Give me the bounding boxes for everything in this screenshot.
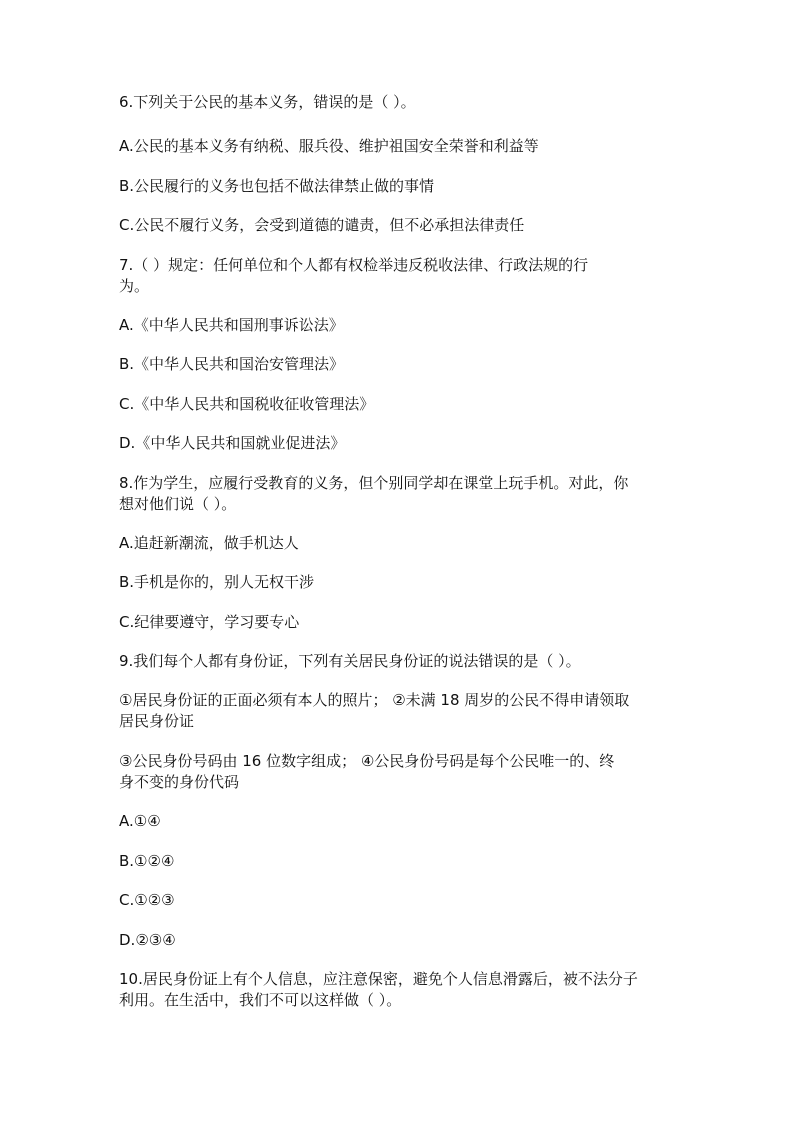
question-7-option-b: B.《中华人民共和国治安管理法》 — [119, 355, 345, 373]
question-7-stem-line-1: 7.（ ）规定：任何单位和个人都有权检举违反税收法律、行政法规的行 — [119, 256, 589, 274]
question-9-option-b: B.①②④ — [119, 852, 175, 870]
question-7-stem-line-2: 为。 — [119, 277, 150, 295]
question-7-option-c: C.《中华人民共和国税收征收管理法》 — [119, 395, 375, 413]
question-6-option-a: A.公民的基本义务有纳税、服兵役、维护祖国安全荣誉和利益等 — [119, 137, 539, 155]
question-9-statement-2-line-1: ③公民身份号码由 16 位数字组成； ④公民身份号码是每个公民唯一的、终 — [119, 752, 615, 770]
question-8-stem-line-2: 想对他们说（ ）。 — [119, 495, 237, 513]
question-7-option-a: A.《中华人民共和国刑事诉讼法》 — [119, 316, 344, 334]
question-9-statement-2-line-2: 身不变的身份代码 — [119, 773, 240, 791]
question-10-stem-line-2: 利用。在生活中，我们不可以这样做（ ）。 — [119, 991, 402, 1009]
question-10-stem-line-1: 10.居民身份证上有个人信息，应注意保密，避免个人信息滑露后，被不法分子 — [119, 970, 638, 988]
question-8-option-a: A.追赶新潮流，做手机达人 — [119, 534, 299, 552]
question-9-option-c: C.①②③ — [119, 891, 175, 909]
question-8-option-b: B.手机是你的，别人无权干涉 — [119, 573, 315, 591]
question-6-option-b: B.公民履行的义务也包括不做法律禁止做的事情 — [119, 177, 435, 195]
question-9-statement-1-line-2: 居民身份证 — [119, 712, 195, 730]
question-8-stem-line-1: 8.作为学生，应履行受教育的义务，但个别同学却在课堂上玩手机。对此，你 — [119, 474, 629, 492]
question-6-stem: 6.下列关于公民的基本义务，错误的是（ ）。 — [119, 93, 416, 111]
question-9-option-a: A.①④ — [119, 812, 161, 830]
question-7-option-d: D.《中华人民共和国就业促进法》 — [119, 434, 346, 452]
question-6-option-c: C.公民不履行义务，会受到道德的谴责，但不必承担法律责任 — [119, 216, 525, 234]
question-9-option-d: D.②③④ — [119, 931, 176, 949]
question-8-option-c: C.纪律要遵守，学习要专心 — [119, 613, 300, 631]
question-9-statement-1-line-1: ①居民身份证的正面必须有本人的照片； ②未满 18 周岁的公民不得申请领取 — [119, 691, 630, 709]
question-9-stem: 9.我们每个人都有身份证，下列有关居民身份证的说法错误的是（ ）。 — [119, 652, 581, 670]
